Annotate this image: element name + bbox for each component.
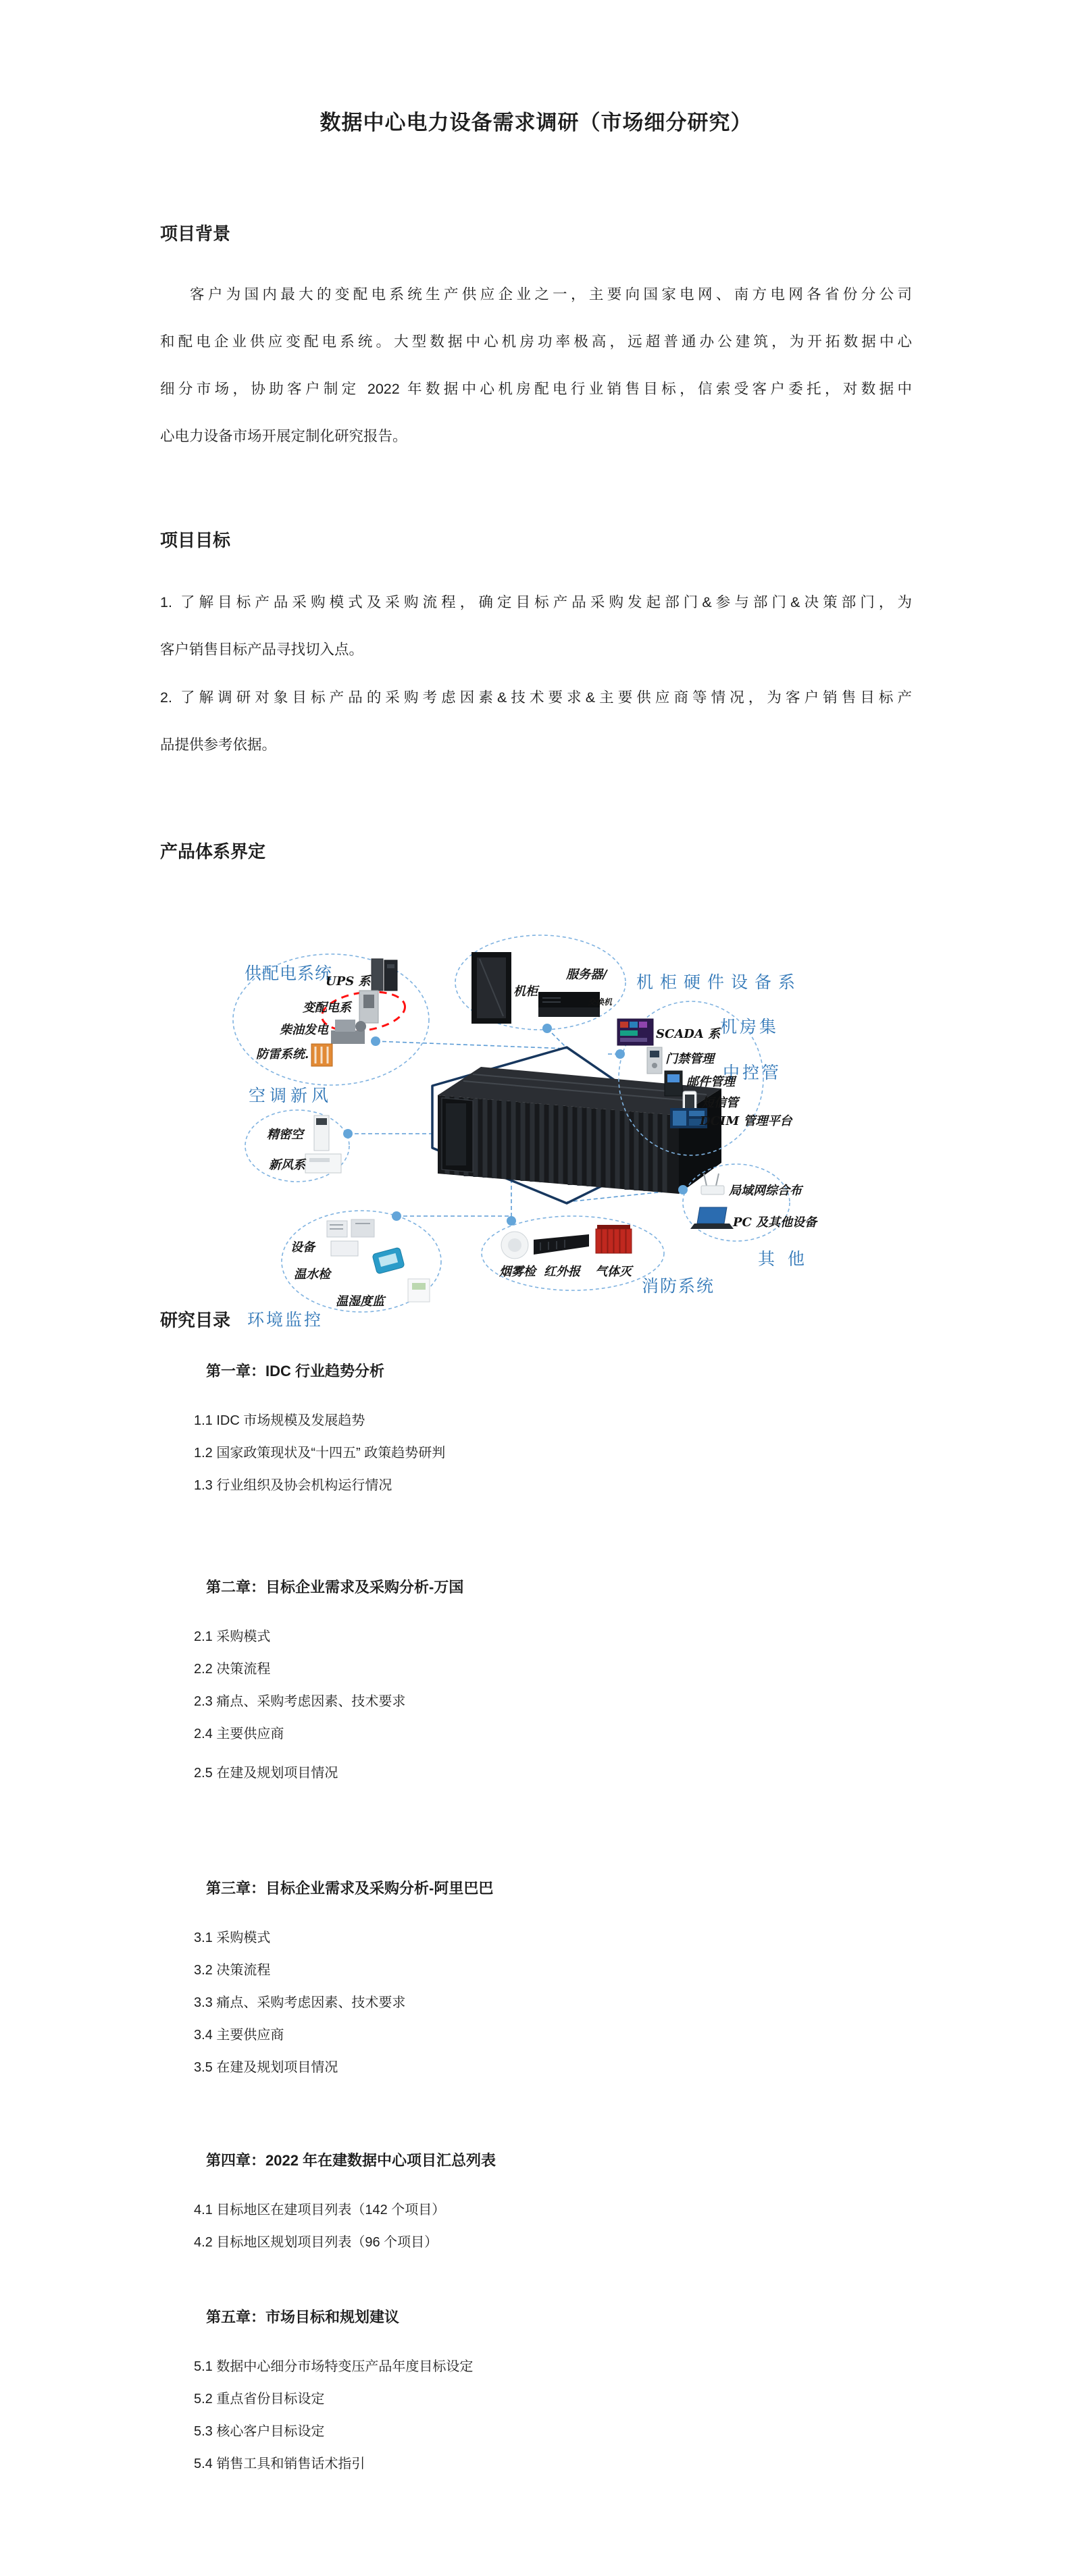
diagram-label-monitoring-line2: 中控管	[723, 1063, 782, 1082]
toc-item: 3.4 主要供应商	[194, 2028, 284, 2043]
diagram-item-switch: 交换机	[588, 997, 613, 1007]
diagram-label-fire: 消防系统	[642, 1277, 715, 1296]
toc-item: 5.4 销售工具和销售话术指引	[194, 2456, 365, 2471]
document-title: 数据中心电力设备需求调研（市场细分研究）	[320, 111, 752, 134]
precision-ac-icon	[314, 1115, 329, 1151]
environment-devices-icon	[327, 1219, 374, 1256]
diagram-label-monitoring-line1: 机房集	[720, 1018, 780, 1036]
diagram-item-dcim: DCIM 管理平台	[700, 1114, 792, 1128]
smoke-detector-icon	[501, 1232, 528, 1259]
diagram-item-gas: 气体灭	[595, 1265, 632, 1279]
section-heading-product-system: 产品体系界定	[160, 841, 266, 862]
diagram-item-temp-water: 温水检	[294, 1267, 330, 1282]
section-heading-toc: 研究目录	[160, 1310, 231, 1330]
toc-chapter-3	[160, 1878, 912, 2084]
diagram-item-diesel: 柴油发电	[280, 1023, 328, 1037]
router-icon	[701, 1174, 724, 1194]
toc-chapter-2	[160, 1577, 912, 1789]
water-temp-sensor-icon	[372, 1247, 405, 1274]
diagram-item-lightning: 防雷系统.	[256, 1047, 309, 1061]
paragraph-line: 心电力设备市场开展定制化研究报告。	[160, 428, 407, 444]
toc-chapter-5	[160, 2307, 912, 2480]
rack-cabinet-icon	[471, 952, 511, 1024]
diesel-generator-icon	[331, 1020, 366, 1044]
diagram-item-sms: 短信管	[702, 1096, 738, 1110]
ups-icon	[372, 959, 397, 991]
paragraph-line: 细分市场，协助客户制定 2022 年数据中心机房配电行业销售目标，信索受客户委托，对数据中	[160, 381, 912, 397]
toc-chapter-title: 第四章：2022 年在建数据中心项目汇总列表	[206, 2152, 496, 2169]
toc-item: 1.1 IDC 市场规模及发展趋势	[194, 1413, 365, 1428]
fresh-air-unit-icon	[305, 1154, 341, 1173]
diagram-item-pc: PC 及其他设备	[733, 1215, 817, 1230]
toc-item: 1.2 国家政策现状及“十四五” 政策趋势研判	[194, 1446, 446, 1461]
diagram-item-infrared: 红外报	[544, 1265, 580, 1279]
section-heading-objectives: 项目目标	[160, 530, 231, 550]
diagram-item-lan: 局域网综合布	[729, 1184, 802, 1198]
diagram-label-rack-hw: 机柜硬件设备系	[636, 973, 802, 992]
scada-screen-icon	[617, 1019, 653, 1045]
lightning-protection-icon	[311, 1044, 332, 1066]
toc-chapter-title: 第二章：目标企业需求及采购分析-万国	[206, 1579, 464, 1596]
objective-line: 客户销售目标产品寻找切入点。	[160, 641, 364, 658]
objective-line: 品提供参考依据。	[160, 737, 277, 753]
product-system-diagram	[223, 932, 844, 1344]
toc-item: 5.3 核心客户目标设定	[194, 2424, 325, 2439]
diagram-item-temp-humidity: 温湿度监	[336, 1294, 384, 1309]
background-paragraph	[160, 271, 912, 460]
diagram-item-devices: 设备	[290, 1240, 315, 1255]
diagram-label-environment: 环境监控	[247, 1311, 324, 1330]
laptop-icon	[690, 1207, 734, 1229]
toc-item: 3.3 痛点、采购考虑因素、技术要求	[194, 1995, 406, 2010]
objective-item-1	[160, 579, 912, 673]
objective-item-2	[160, 674, 912, 768]
paragraph-line: 客户为国内最大的变配电系统生产供应企业之一，主要向国家电网、南方电网各省份分公司	[190, 286, 912, 303]
toc-chapter-title: 第五章：市场目标和规划建议	[206, 2309, 400, 2325]
paragraph-line: 和配电企业供应变配电系统。大型数据中心机房功率极高，远超普通办公建筑，为开拓数据中心	[160, 334, 912, 350]
diagram-label-hvac: 空调新风	[249, 1086, 333, 1105]
transformer-cabinet-icon	[359, 991, 378, 1023]
toc-chapter-title: 第三章：目标企业需求及采购分析-阿里巴巴	[206, 1880, 494, 1897]
diagram-item-scada: SCADA 系	[656, 1027, 721, 1041]
diagram-item-precision-ac: 精密空	[267, 1128, 303, 1142]
access-control-icon	[647, 1047, 662, 1074]
toc-item: 4.2 目标地区规划项目列表（96 个项目）	[194, 2235, 438, 2250]
diagram-label-other: 其 他	[758, 1250, 809, 1269]
diagram-item-server: 服务器/	[566, 968, 607, 982]
diagram-item-mail: 邮件管理	[686, 1075, 735, 1089]
diagram-item-ups: UPS 系	[326, 974, 371, 989]
diagram-item-transformer: 变配电系	[303, 1001, 351, 1015]
toc-item: 2.1 采购模式	[194, 1629, 271, 1644]
toc-item: 2.3 痛点、采购考虑因素、技术要求	[194, 1694, 406, 1709]
diagram-item-access: 门禁管理	[665, 1052, 714, 1066]
toc-chapter-1	[160, 1361, 912, 1502]
toc-chapter-4	[160, 2150, 912, 2259]
objective-line: 1. 了解目标产品采购模式及采购流程，确定目标产品采购发起部门&参与部门&决策部门，为	[160, 594, 912, 610]
mail-server-icon	[665, 1071, 682, 1096]
toc-item: 2.5 在建及规划项目情况	[194, 1766, 338, 1781]
toc-item: 3.1 采购模式	[194, 1930, 271, 1945]
objective-line: 2. 了解调研对象目标产品的采购考虑因素&技术要求&主要供应商等情况，为客户销售目标产	[160, 689, 912, 706]
toc-item: 1.3 行业组织及协会机构运行情况	[194, 1478, 392, 1493]
toc-item: 5.1 数据中心细分市场特变压产品年度目标设定	[194, 2359, 474, 2374]
diagram-item-smoke: 烟雾检	[499, 1265, 536, 1279]
infrared-alarm-icon	[534, 1234, 589, 1255]
diagram-label-power: 供配电系统	[245, 964, 333, 983]
gas-extinguisher-icon	[596, 1225, 632, 1253]
diagram-item-fresh-air: 新风系	[269, 1158, 305, 1172]
toc-item: 3.5 在建及规划项目情况	[194, 2060, 338, 2075]
toc-item: 2.4 主要供应商	[194, 1727, 284, 1741]
temp-humidity-monitor-icon	[408, 1279, 430, 1302]
toc-chapter-title: 第一章：IDC 行业趋势分析	[206, 1363, 385, 1379]
toc-item: 5.2 重点省份目标设定	[194, 2392, 325, 2407]
section-heading-background: 项目背景	[160, 224, 231, 244]
toc-item: 2.2 决策流程	[194, 1662, 271, 1677]
toc-item: 4.1 目标地区在建项目列表（142 个项目）	[194, 2203, 446, 2217]
toc-item: 3.2 决策流程	[194, 1963, 271, 1978]
diagram-item-cabinet: 机柜	[513, 984, 538, 999]
